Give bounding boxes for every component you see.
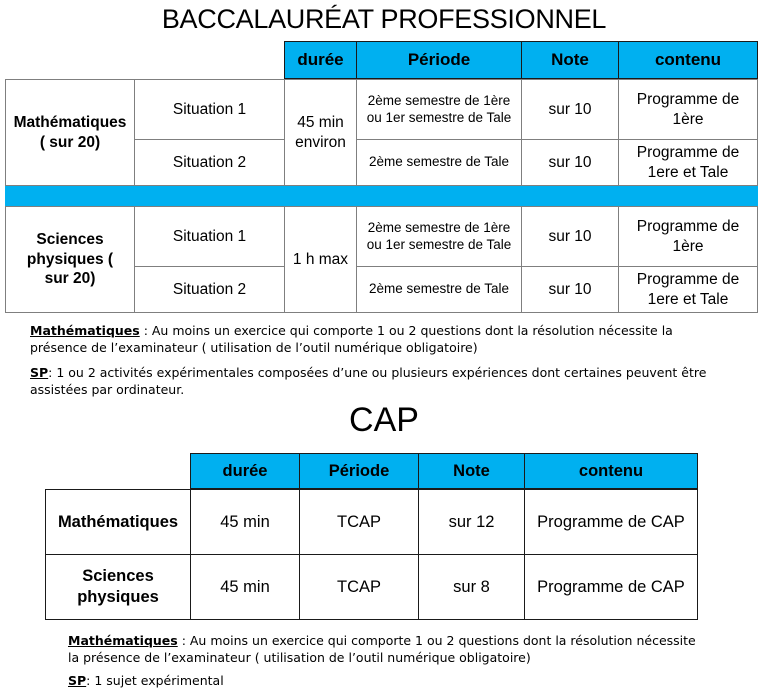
bac-note-maths-label: Mathématiques (30, 323, 140, 338)
bac-sp-periode-1: 2ème semestre de 1ère ou 1er semestre de Tale (356, 206, 522, 267)
bac-maths-situation-2: Situation 2 (134, 139, 285, 186)
bac-sp-note-1: sur 10 (521, 206, 619, 267)
bac-pro-title: BACCALAURÉAT PROFESSIONNEL (161, 4, 607, 34)
bac-note-sp-label: SP (30, 365, 49, 380)
bac-sp-subject: Sciences physiques ( sur 20) (5, 206, 135, 313)
bac-note-maths (30, 322, 730, 356)
bac-maths-situation-1: Situation 1 (134, 79, 285, 140)
section-separator (5, 186, 758, 206)
cap-note-maths-text: : Au moins un exercice qui comporte 1 ou 2 questions dont la résolution nécessite la présence de l’examinateur ( utilisation de l’outil numérique obligatoire) (68, 633, 696, 665)
cap-maths-duree: 45 min (190, 489, 300, 555)
bac-sp-note-2: sur 10 (521, 266, 619, 313)
cap-note-maths (68, 632, 708, 666)
cap-note-sp-label: SP (68, 673, 87, 688)
cap-maths-subject: Mathématiques (45, 489, 191, 555)
bac-maths-periode-2: 2ème semestre de Tale (356, 139, 522, 186)
cap-header-periode: Période (299, 453, 419, 489)
bac-maths-note-2: sur 10 (521, 139, 619, 186)
bac-sp-contenu-2: Programme de 1ere et Tale (618, 266, 758, 313)
cap-sp-contenu: Programme de CAP (524, 554, 698, 620)
cap-note-sp (68, 672, 708, 689)
bac-sp-contenu-1: Programme de 1ère (618, 206, 758, 267)
bac-header-contenu: contenu (618, 41, 758, 79)
bac-header-note: Note (521, 41, 619, 79)
cap-maths-note: sur 12 (418, 489, 525, 555)
bac-sp-duree: 1 h max (284, 206, 357, 313)
cap-sp-subject: Sciences physiques (45, 554, 191, 620)
bac-note-sp (30, 364, 730, 398)
cap-maths-periode: TCAP (299, 489, 419, 555)
bac-maths-periode-1: 2ème semestre de 1ère ou 1er semestre de Tale (356, 79, 522, 140)
bac-header-periode: Période (356, 41, 522, 79)
bac-sp-situation-2: Situation 2 (134, 266, 285, 313)
cap-title: CAP (349, 401, 419, 439)
cap-sp-note: sur 8 (418, 554, 525, 620)
cap-sp-periode: TCAP (299, 554, 419, 620)
cap-note-sp-text: : 1 sujet expérimental (86, 673, 224, 688)
bac-sp-situation-1: Situation 1 (134, 206, 285, 267)
bac-note-sp-text: : 1 ou 2 activités expérimentales composées d’une ou plusieurs expériences dont certaines peuvent être assistées par ordinateur. (30, 365, 707, 397)
bac-maths-subject: Mathématiques ( sur 20) (5, 79, 135, 186)
bac-sp-periode-2: 2ème semestre de Tale (356, 266, 522, 313)
cap-maths-contenu: Programme de CAP (524, 489, 698, 555)
cap-header-contenu: contenu (524, 453, 698, 489)
bac-maths-contenu-1: Programme de 1ère (618, 79, 758, 140)
bac-header-duree: durée (284, 41, 357, 79)
bac-maths-contenu-2: Programme de 1ere et Tale (618, 139, 758, 186)
cap-sp-duree: 45 min (190, 554, 300, 620)
bac-note-maths-text: : Au moins un exercice qui comporte 1 ou 2 questions dont la résolution nécessite la présence de l’examinateur ( utilisation de l’outil numérique obligatoire) (30, 323, 673, 355)
cap-note-maths-label: Mathématiques (68, 633, 178, 648)
cap-header-note: Note (418, 453, 525, 489)
bac-maths-duree: 45 min environ (284, 79, 357, 186)
cap-header-duree: durée (190, 453, 300, 489)
bac-maths-note-1: sur 10 (521, 79, 619, 140)
